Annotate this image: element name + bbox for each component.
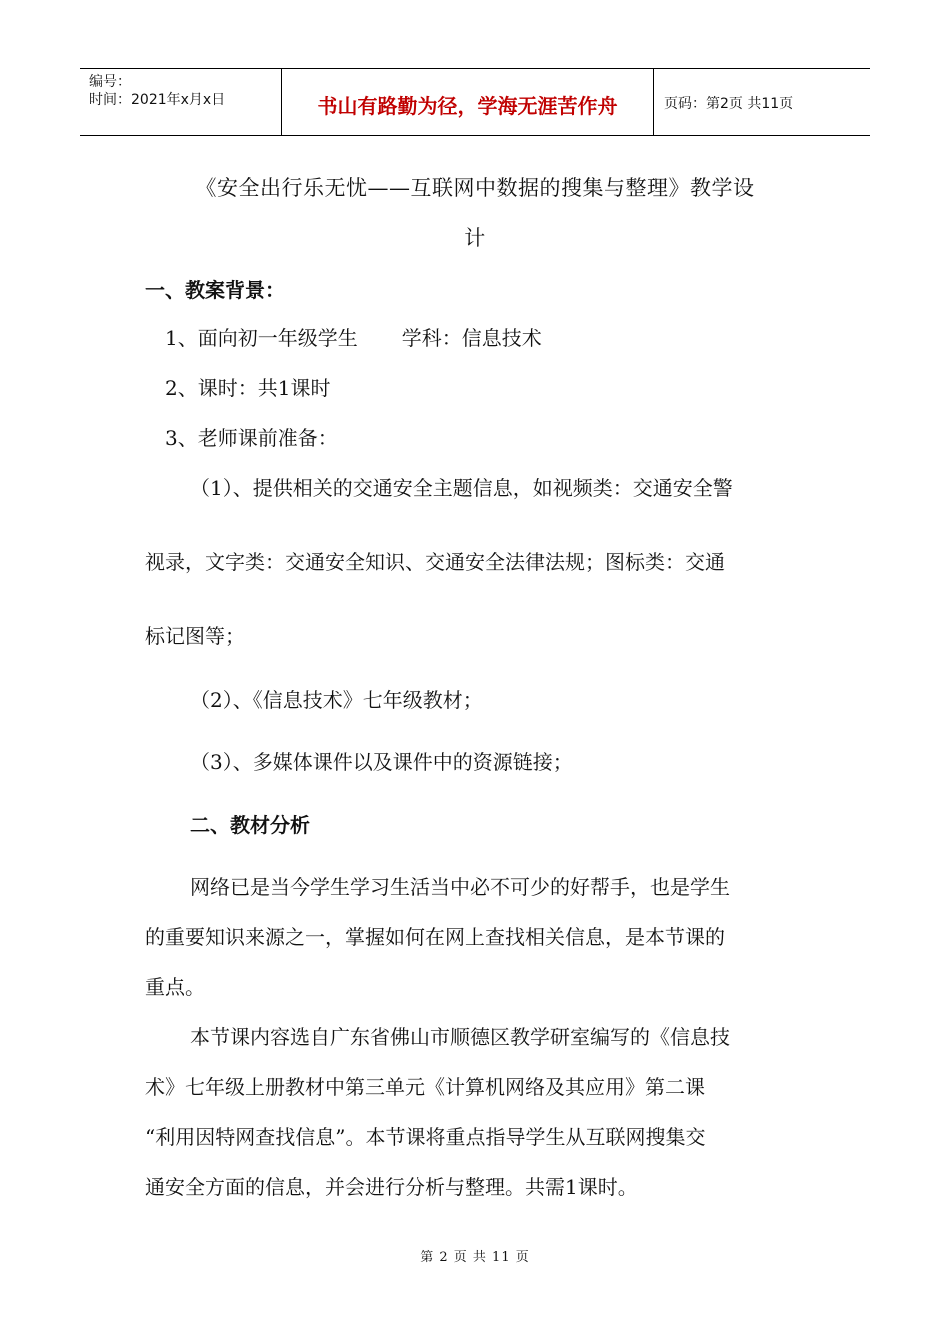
analysis-paragraph-2-line2: 术》七年级上册教材中第三单元《计算机网络及其应用》第二课 <box>145 1075 705 1099</box>
document-title-line1: 《安全出行乐无忧——互联网中数据的搜集与整理》教学设 <box>195 176 755 200</box>
prep-item-2: （2）、《信息技术》七年级教材； <box>190 688 483 712</box>
header-motto-cell <box>282 69 654 135</box>
section1-heading: 一、教案背景： <box>145 278 285 302</box>
analysis-paragraph-2-line1: 本节课内容选自广东省佛山市顺德区教学研室编写的《信息技 <box>190 1025 730 1049</box>
prep-item-1-line1: （1）、提供相关的交通安全主题信息，如视频类：交通安全警 <box>190 476 733 500</box>
code-label: 编号： <box>89 74 131 90</box>
background-item-1-subject: 学科：信息技术 <box>401 326 542 350</box>
page-footer: 第 2 页 共 11 页 <box>420 1250 530 1265</box>
document-title-line2: 计 <box>464 226 486 250</box>
document-header <box>80 68 870 136</box>
section2-heading: 二、教材分析 <box>190 813 310 837</box>
header-motto: 书山有路勤为径，学海无涯苦作舟 <box>317 93 618 118</box>
background-item-3: 3、老师课前准备： <box>165 426 338 450</box>
prep-item-3: （3）、多媒体课件以及课件中的资源链接； <box>190 750 573 774</box>
background-item-1-grade: 1、面向初一年级学生 <box>165 326 358 350</box>
analysis-paragraph-1-line2: 的重要知识来源之一，掌握如何在网上查找相关信息，是本节课的 <box>145 925 725 949</box>
header-meta-cell <box>80 69 282 135</box>
analysis-paragraph-1-line3: 重点。 <box>145 975 205 999</box>
header-page-cell <box>654 69 870 135</box>
header-page-info: 页码：第2页 共11页 <box>664 96 794 112</box>
analysis-paragraph-2-line3: “利用因特网查找信息”。本节课将重点指导学生从互联网搜集交 <box>145 1125 706 1149</box>
prep-item-1-line2: 视录，文字类：交通安全知识、交通安全法律法规；图标类：交通 <box>145 550 725 574</box>
background-item-1 <box>165 322 542 351</box>
background-item-2: 2、课时：共1课时 <box>165 376 331 400</box>
time-label: 时间：2021年x月x日 <box>89 92 226 108</box>
analysis-paragraph-2-line4: 通安全方面的信息，并会进行分析与整理。共需1课时。 <box>145 1175 638 1199</box>
analysis-paragraph-1-line1: 网络已是当今学生学习生活当中必不可少的好帮手，也是学生 <box>190 875 730 899</box>
prep-item-1-line3: 标记图等； <box>145 624 245 648</box>
